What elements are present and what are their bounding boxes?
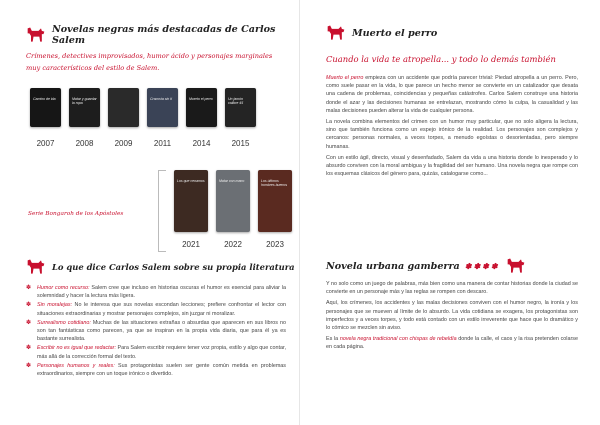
principle-text: Para Salem escribir requiere tener voz propia, estilo y algo que contar, más allá de la corrección formal del texto.	[37, 345, 286, 360]
principle-text: Salem cree que incluso en historias oscuras el humor es esencial para aliviar la solemnidad y hacer la lectura más ligera.	[37, 285, 286, 300]
principle-item	[26, 301, 286, 317]
book-cover-title: Matar con mano	[219, 179, 245, 183]
book-cover-title: Matar y guardar la ropa	[72, 97, 97, 106]
section-paragraph	[326, 299, 578, 332]
principle-item	[26, 284, 286, 300]
principle-lead: Escribir no es igual que redactar:	[37, 345, 116, 352]
principle-item	[26, 319, 286, 344]
book-cover-title: Camino de ida	[33, 97, 56, 101]
dog-silhouette-icon	[26, 26, 46, 44]
paragraph-tail: donde la calle, el caos y la risa pretenden colarse en cada página.	[326, 336, 578, 351]
paragraph-text: Es la	[326, 336, 340, 343]
book-cover-title: Los que cenamos	[177, 179, 205, 183]
left-heading	[26, 24, 300, 46]
book-cover	[216, 170, 250, 232]
body-paragraph	[326, 118, 578, 151]
principle-lead: Surrealismo cotidiano:	[37, 319, 91, 326]
book-year: 2007	[36, 139, 55, 148]
book-cover	[186, 88, 217, 127]
right-section-body	[326, 280, 578, 355]
book-title-inline: Muerto el perro	[326, 75, 364, 81]
principle-text: Sus protagonistas suelen ser gente común metida en problemas extraordinarios, siempre con un toque irónico o divertido.	[37, 362, 287, 378]
paw-print-icon: ✽	[26, 319, 32, 326]
principle-item	[26, 344, 286, 360]
book-year: 2015	[231, 139, 250, 148]
covers-row-1	[30, 88, 256, 127]
book-cover	[147, 88, 178, 127]
dog-silhouette-icon	[26, 258, 46, 276]
book-cover	[225, 88, 256, 127]
right-heading	[326, 24, 437, 42]
principle-item	[26, 362, 286, 378]
book-year: 2011	[153, 139, 172, 148]
book-cover-title: Un jamón calibre 45	[228, 97, 244, 106]
book-cover	[69, 88, 100, 127]
paw-print-icon: ✽	[26, 285, 32, 291]
paw-print-icon: ✽	[26, 302, 32, 309]
paragraph-text: Y no solo como un juego de palabras, más bien como una manera de contar historias donde la ciudad se convierte en un personaje más y las reglas se rompen con descaro.	[326, 281, 578, 296]
book-cover-title: Cracovia sin ti	[150, 97, 172, 101]
book-cover-title: Los últimos hombres buenos	[261, 179, 288, 188]
dog-silhouette-icon	[506, 257, 526, 275]
principles-list	[26, 284, 286, 379]
left-title: Novelas negras más destacadas de Carlos Salem	[52, 24, 276, 46]
right-section-title: Novela urbana gamberra	[326, 260, 460, 272]
left-section-title: Lo que dice Carlos Salem sobre su propia literatura	[52, 262, 295, 272]
years-row-2	[174, 240, 292, 249]
principle-lead: Sin moralejas:	[37, 302, 73, 309]
paragraph-text: empieza con un accidente que podría parecer trivial: Piedad atropella a un perro. Pero, como suele pasar en la vida, lo que parece un hecho menor se convierte en un catalizador que desata una cadena de problemas, coincidencias y pequeñas catástrofes. Carlos Salem construye una historia donde el azar y las decisiones humanas se entrelazan, mostrando cómo la culpa, la casualidad y las malas decisiones pueden alterar la vida de cualquier persona.	[326, 75, 578, 114]
book-year: 2021	[182, 240, 200, 249]
right-subtitle: Cuando la vida te atropella... y todo lo demás también	[326, 54, 556, 64]
right-body	[326, 74, 578, 181]
book-year: 2023	[266, 240, 284, 249]
book-cover	[174, 170, 208, 232]
covers-row-2	[174, 170, 292, 232]
paw-print-icon: ✽✽✽✽	[464, 261, 500, 271]
book-cover-title: Muerto el perro	[189, 97, 213, 101]
emphasis-text: novela negra tradicional con chispas de rebeldía	[339, 336, 457, 343]
years-row-1	[30, 139, 256, 148]
book-cover	[108, 88, 139, 127]
left-subtitle: Crímenes, detectives improvisados, humor ácido y personajes marginales muy característicos del estilo de Salem.	[26, 52, 273, 72]
principle-text: Muchas de las situaciones extrañas o absurdas que aparecen en sus libros no son tan fantásticas como parecen, ya que se inspiran en la propia vida diaria, que para él ya es bastante surrealista.	[37, 319, 286, 343]
section-paragraph	[326, 335, 578, 351]
book-year: 2014	[192, 139, 211, 148]
book-cover	[30, 88, 61, 127]
right-page	[300, 0, 600, 425]
body-paragraph	[326, 74, 578, 115]
book-year: 2022	[224, 240, 242, 249]
paragraph-text: Aquí, los crímenes, los accidentes y las malas decisiones conviven con el humor negro, la ironía y los personajes que se mueven al límite de lo absurdo. La vida cotidiana se exagera, los protagonistas son imperfectos y a veces torpes, y todo está contado con un estilo irreverente que hace que lo dramático y lo cómico se mezclen sin aviso.	[326, 300, 578, 332]
paragraph-text: Con un estilo ágil, directo, visual y desenfadado, Salem da vida a una historia donde lo inesperado y lo absurdo conviven con la moral ambigua y la fragilidad del ser humano. Una novela negra que rompe con los esquemas clásicos del género para, quizás, catalogarse como...	[326, 154, 578, 178]
dog-silhouette-icon	[326, 24, 346, 42]
paragraph-text: La novela combina elementos del crimen con un humor muy particular, que no solo aligera la lectura, sino que también funciona como un espejo irónico de la realidad. Los personajes son complejos y cercanos: personas normales, a veces torpes, a menudo egoístas o desorientadas, pero siempre humanas.	[326, 119, 578, 150]
series-bracket	[158, 170, 166, 252]
book-cover	[258, 170, 292, 232]
section-paragraph	[326, 280, 578, 296]
principle-lead: Humor como recurso:	[37, 285, 90, 291]
right-title: Muerto el perro	[352, 27, 438, 39]
book-year: 2008	[75, 139, 94, 148]
book-year: 2009	[114, 139, 133, 148]
principle-lead: Personajes humanos y reales:	[37, 362, 115, 369]
paw-print-icon: ✽	[26, 362, 32, 369]
series-label: Serie Bongaroh de los Apóstoles	[28, 211, 124, 217]
principle-text: No le interesa que sus novelas escondan lecciones; prefiere confrontar el lector con situaciones extraordinarias y mostrar personajes complejos, sin juzgar ni moralizar.	[37, 302, 287, 317]
right-section-heading	[326, 257, 532, 275]
left-section-heading	[26, 258, 295, 276]
paw-print-icon: ✽	[26, 345, 32, 352]
body-paragraph	[326, 154, 578, 179]
